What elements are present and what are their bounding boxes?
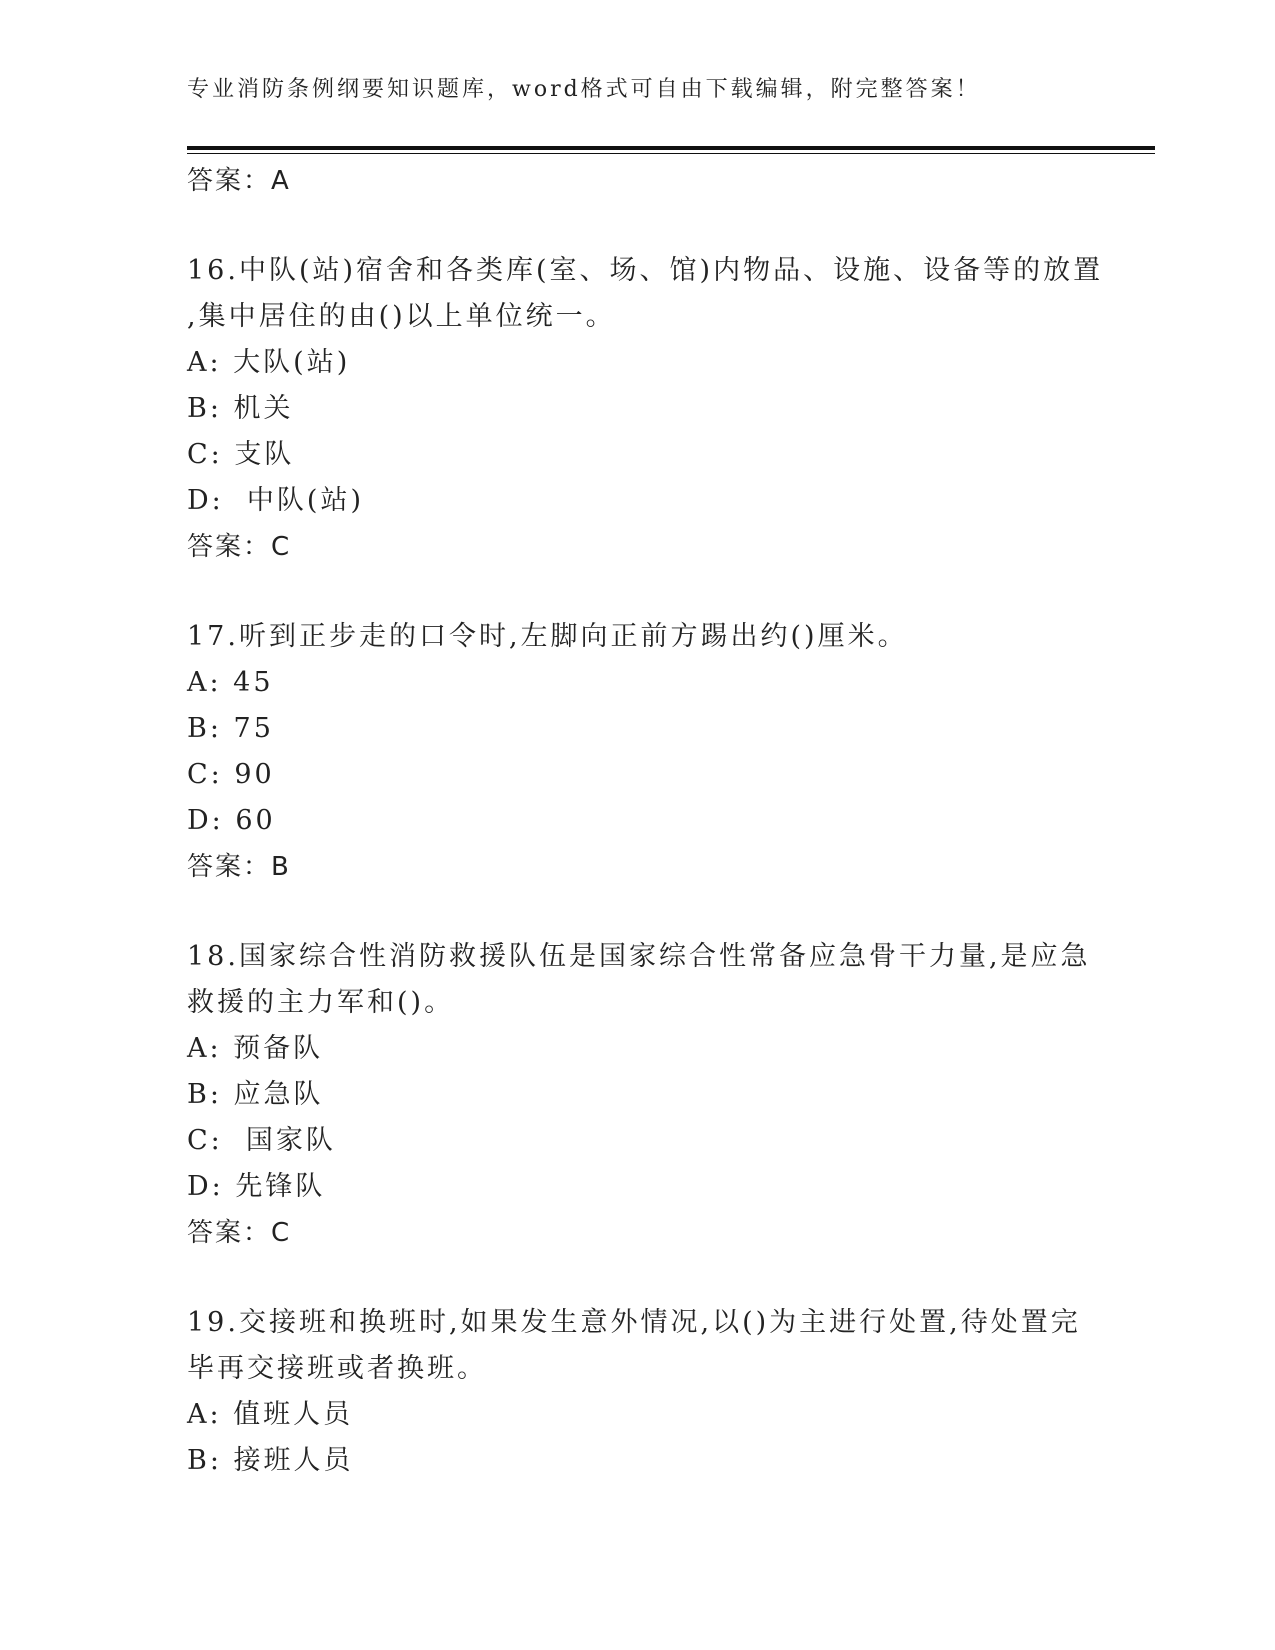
question-text: 16.中队(站)宿舍和各类库(室、场、馆)内物品、设施、设备等的放置	[187, 255, 1104, 286]
option-d: D: 先锋队	[187, 1171, 326, 1202]
option-a: A: 值班人员	[187, 1399, 354, 1430]
question-text: ,集中居住的由()以上单位统一。	[187, 301, 616, 332]
option-c: C: 支队	[187, 439, 295, 470]
option-d: D: 中队(站)	[187, 485, 364, 516]
option-c: C: 90	[187, 759, 275, 790]
answer-line: 答案：C	[187, 532, 292, 562]
question-text: 17.听到正步走的口令时,左脚向正前方踢出约()厘米。	[187, 621, 908, 652]
document-header: 专业消防条例纲要知识题库，word格式可自由下载编辑，附完整答案！	[187, 77, 981, 102]
question-18	[187, 934, 1091, 1256]
option-d: D: 60	[187, 805, 276, 836]
question-16	[187, 248, 1104, 570]
option-b: B: 75	[187, 713, 274, 744]
question-text: 19.交接班和换班时,如果发生意外情况,以()为主进行处置,待处置完	[187, 1307, 1081, 1338]
header-rule	[187, 146, 1155, 154]
question-19	[187, 1300, 1087, 1484]
option-c: C: 国家队	[187, 1125, 336, 1156]
option-b: B: 接班人员	[187, 1445, 354, 1476]
option-a: A: 45	[187, 667, 274, 698]
document-body	[187, 158, 1104, 1484]
answer-line: 答案：C	[187, 1218, 292, 1248]
option-b: B: 机关	[187, 393, 294, 424]
option-a: A: 预备队	[187, 1033, 324, 1064]
question-text: 18.国家综合性消防救援队伍是国家综合性常备应急骨干力量,是应急	[187, 941, 1091, 972]
question-text: 毕再交接班或者换班。	[187, 1353, 487, 1384]
question-17	[187, 614, 1087, 890]
question-text: 救援的主力军和()。	[187, 987, 455, 1018]
answer-line: 答案：A	[187, 166, 291, 196]
option-a: A: 大队(站)	[187, 347, 351, 378]
answer-line: 答案：B	[187, 852, 291, 882]
option-b: B: 应急队	[187, 1079, 324, 1110]
